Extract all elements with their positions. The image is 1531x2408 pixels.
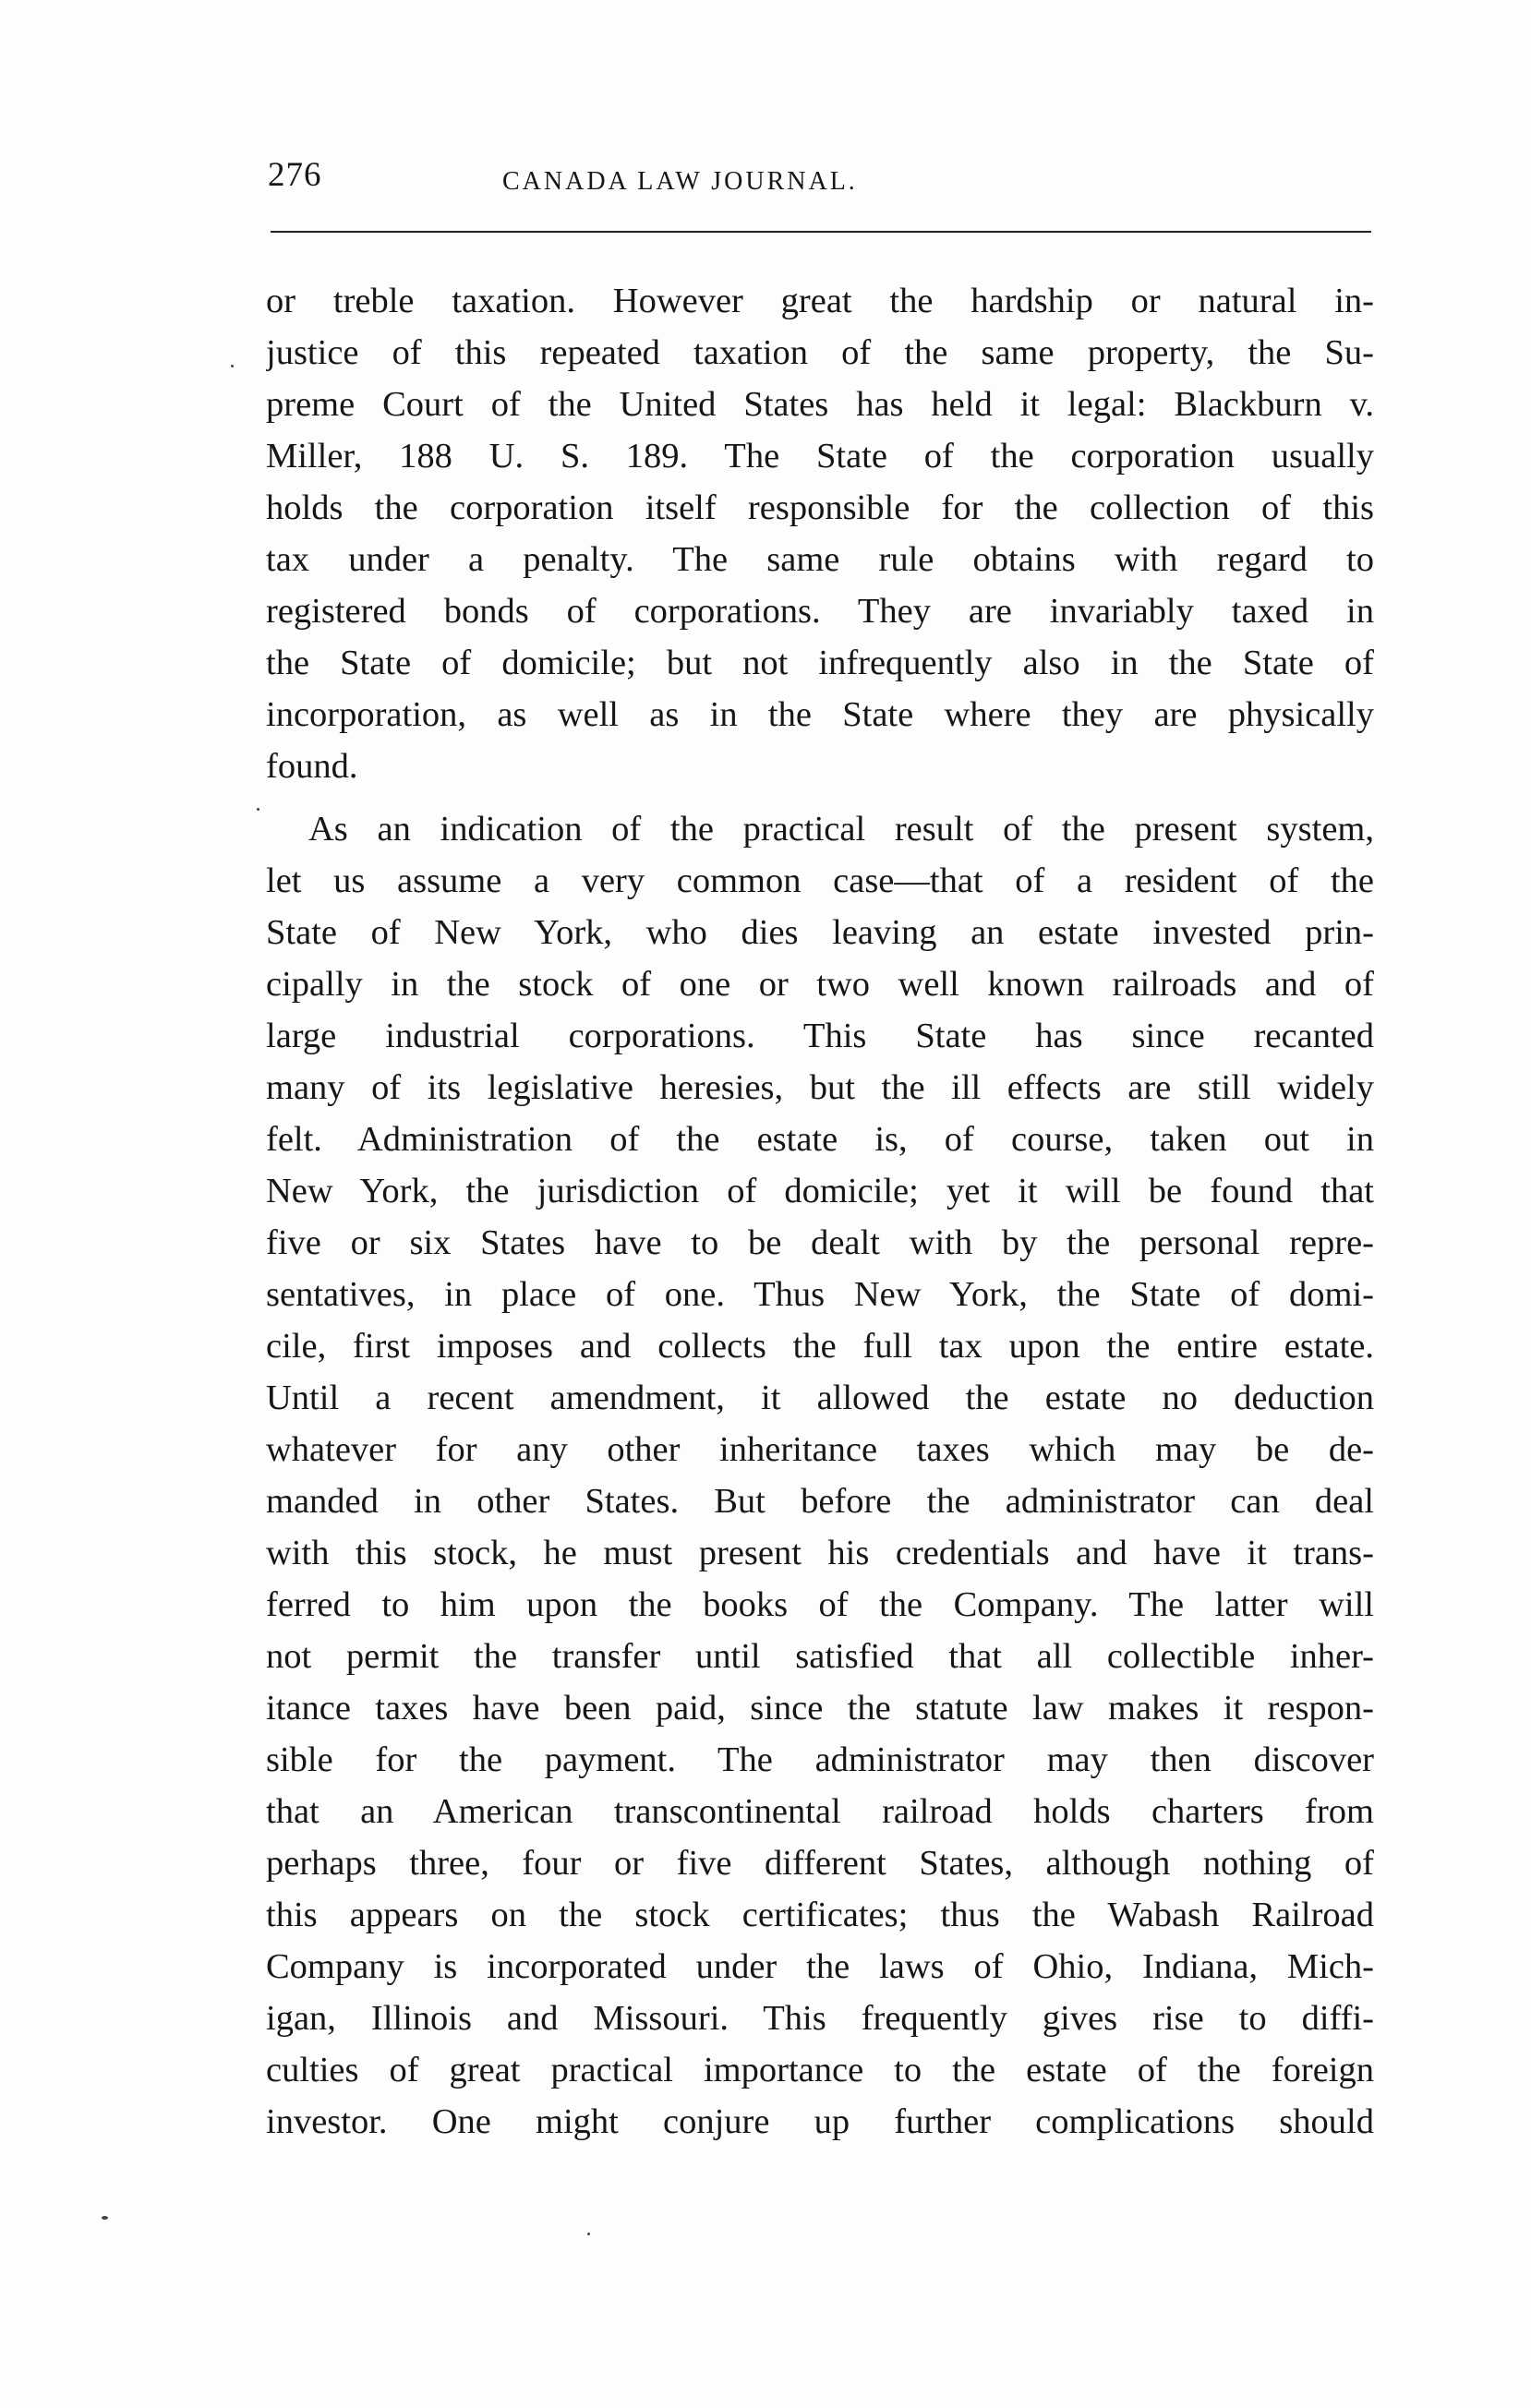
text-line: let us assume a very common case—that of a resident of the (266, 861, 1374, 900)
print-speck (231, 365, 234, 367)
text-line: felt. Administration of the estate is, of course, taken out in (266, 1120, 1374, 1159)
text-line: perhaps three, four or five different States, although nothing of (266, 1844, 1374, 1883)
text-line: investor. One might conjure up further complications should (266, 2102, 1374, 2141)
paragraph (266, 275, 1374, 792)
text-line: justice of this repeated taxation of the same property, the Su- (266, 333, 1374, 372)
text-line: As an indication of the practical result of the present system, (308, 810, 1374, 849)
running-head: CANADA LAW JOURNAL. (502, 167, 858, 196)
text-line: found. (266, 747, 358, 786)
text-line: tax under a penalty. The same rule obtains with regard to (266, 540, 1374, 579)
text-line: cile, first imposes and collects the full tax upon the entire estate. (266, 1327, 1374, 1366)
text-line: Company is incorporated under the laws of Ohio, Indiana, Mich- (266, 1947, 1374, 1986)
text-line: manded in other States. But before the administrator can deal (266, 1482, 1374, 1521)
page-header (268, 155, 1376, 220)
text-line: culties of great practical importance to the estate of the foreign (266, 2051, 1374, 2089)
text-line: whatever for any other inheritance taxes which may be de- (266, 1430, 1374, 1469)
text-line: incorporation, as well as in the State where they are physically (266, 695, 1374, 734)
text-line: registered bonds of corporations. They are invariably taxed in (266, 592, 1374, 631)
paragraph (266, 803, 1374, 2148)
text-line: ferred to him upon the books of the Company. The latter will (266, 1585, 1374, 1624)
page-number: 276 (268, 156, 322, 194)
text-line: sible for the payment. The administrator may then discover (266, 1740, 1374, 1779)
text-line: State of New York, who dies leaving an estate invested prin- (266, 913, 1374, 952)
print-speck (102, 2216, 108, 2220)
text-line: this appears on the stock certificates; thus the Wabash Railroad (266, 1896, 1374, 1934)
text-line: or treble taxation. However great the hardship or natural in- (266, 282, 1374, 320)
text-line: Until a recent amendment, it allowed the estate no deduction (266, 1379, 1374, 1417)
header-rule (271, 231, 1371, 233)
text-line: that an American transcontinental railroad holds charters from (266, 1792, 1374, 1831)
text-line: preme Court of the United States has held it legal: Blackburn v. (266, 385, 1374, 424)
text-line: not permit the transfer until satisfied that all collectible inher- (266, 1637, 1374, 1676)
text-line: five or six States have to be dealt with by the personal repre- (266, 1223, 1374, 1262)
text-line: New York, the jurisdiction of domicile; yet it will be found that (266, 1172, 1374, 1210)
print-speck (257, 808, 259, 811)
text-line: sentatives, in place of one. Thus New York, the State of domi- (266, 1275, 1374, 1314)
text-line: many of its legislative heresies, but the ill effects are still widely (266, 1068, 1374, 1107)
print-speck (587, 2233, 590, 2235)
body-text (266, 275, 1374, 2148)
text-line: Miller, 188 U. S. 189. The State of the corporation usually (266, 437, 1374, 476)
text-line: igan, Illinois and Missouri. This frequently gives rise to diffi- (266, 1999, 1374, 2038)
text-line: cipally in the stock of one or two well known railroads and of (266, 965, 1374, 1004)
text-line: the State of domicile; but not infrequently also in the State of (266, 644, 1374, 682)
text-line: holds the corporation itself responsible for the collection of this (266, 488, 1374, 527)
text-line: itance taxes have been paid, since the statute law makes it respon- (266, 1689, 1374, 1728)
text-line: with this stock, he must present his credentials and have it trans- (266, 1534, 1374, 1572)
text-line: large industrial corporations. This State has since recanted (266, 1017, 1374, 1055)
